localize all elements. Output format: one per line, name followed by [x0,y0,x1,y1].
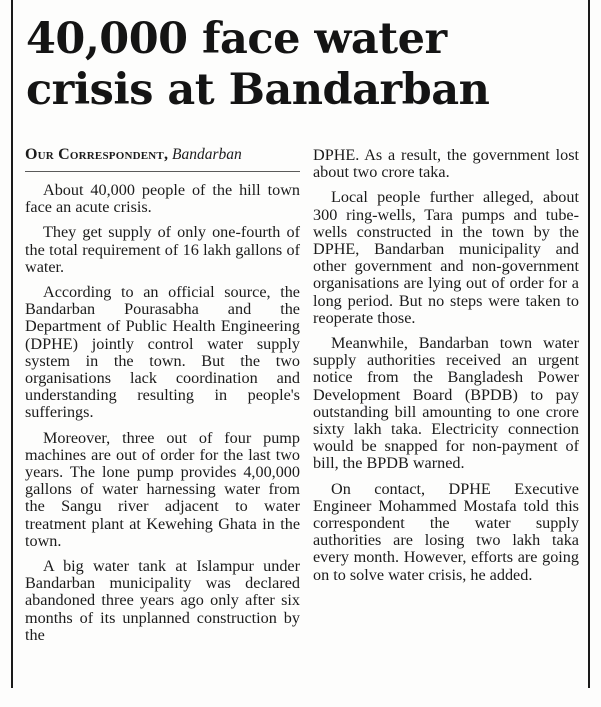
paragraph: Local people further alleged, about 300 ring-wells, Tara pumps and tube-wells constructed in the town by the DPHE, Bandarban municipality and other government and non-government organisations are lying out of order for a long period. But no steps were taken to reoperate those. [313,188,579,327]
paragraph: A big water tank at Islampur under Bandarban municipality was declared abandoned three years ago only after six months of its unplanned construction by the [25,557,300,644]
right-border-rule [588,0,590,688]
byline-author: Our Correspondent, [25,146,169,163]
paragraph: According to an official source, the Bandarban Pourasabha and the Department of Public Health Engineering (DPHE) jointly control water supply system in the town. But the two organisations lack coordination and understanding resulting in people's sufferings. [25,283,300,422]
column-left [25,146,300,652]
paragraph: They get supply of only one-fourth of the total requirement of 16 lakh gallons of water. [25,223,300,276]
paragraph: On contact, DPHE Executive Engineer Mohammed Mostafa told this correspondent the water supply authorities are losing two lakh taka every month. However, efforts are going on to solve water crisis, he added. [313,479,579,584]
column-right [313,147,579,592]
paragraph: About 40,000 people of the hill town face an acute crisis. [25,181,300,217]
headline: 40,000 face water crisis at Bandarban [26,14,490,115]
byline-place: Bandarban [172,146,242,163]
left-border-rule [11,0,13,688]
paragraph-continued: DPHE. As a result, the government lost about two crore taka. [313,146,579,182]
paragraph: Meanwhile, Bandarban town water supply authorities received an urgent notice from the Bangladesh Power Development Board (BPDB) to pay outstanding bill amounting to one crore sixty lakh taka. Electricity connection would be snapped for non-payment of bill, the BPDB warned. [313,334,579,473]
paragraph: Moreover, three out of four pump machines are out of order for the last two years. The lone pump provides 4,00,000 gallons of water harnessing water from the Sangu river adjacent to water treatment plant at Kewehing Ghata in the town. [25,428,300,550]
byline [25,146,300,172]
